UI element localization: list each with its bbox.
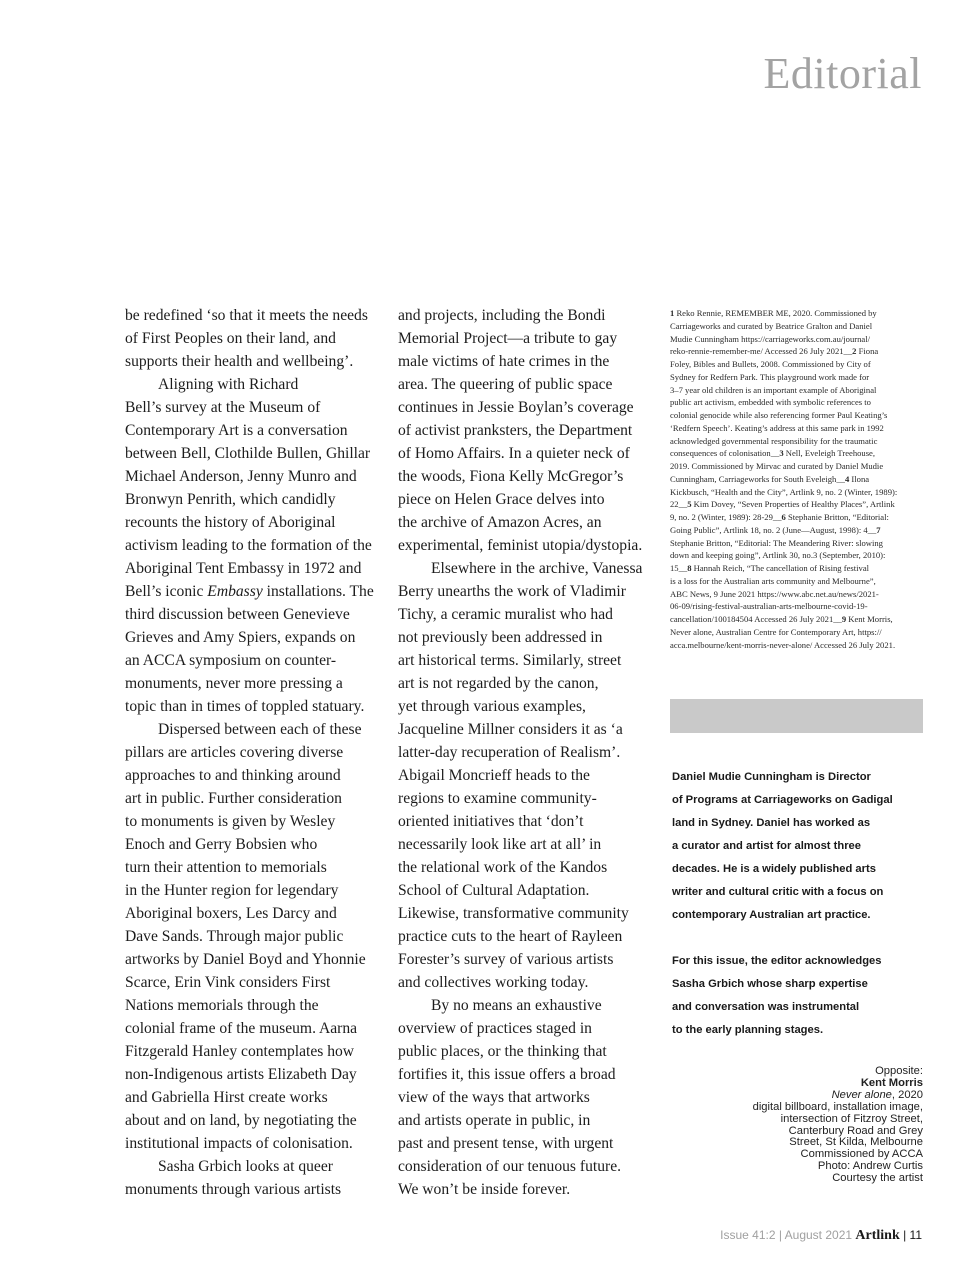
- paragraph-gap: [672, 927, 928, 950]
- text-segment: Kim Dovey, “Seven Properties of Healthy Places”, Artlink: [691, 499, 895, 510]
- text-line: an ACCA symposium on counter-: [125, 652, 337, 669]
- text-line: the archive of Amazon Acres, an: [398, 514, 602, 531]
- bio-line: contemporary Australian art practice.: [672, 909, 871, 921]
- bio-line: decades. He is a widely published arts: [672, 863, 876, 875]
- text-line: art historical terms. Similarly, street: [398, 652, 622, 669]
- text-line: latter-day recuperation of Realism’.: [398, 744, 621, 761]
- text-line: practice cuts to the heart of Rayleen: [398, 928, 623, 945]
- text-line: past and present tense, with urgent: [398, 1135, 614, 1152]
- text-line: be redefined ‘so that it meets the needs: [125, 307, 368, 324]
- footnote-line: acca.melbourne/kent-morris-never-alone/ Accessed 26 July 2021.: [670, 639, 896, 650]
- text-segment: reko-rennie-remember-me/ Accessed 26 July 2021__: [670, 346, 853, 357]
- text-line: the relational work of the Kandos: [398, 859, 608, 876]
- text-segment: Nell, Eveleigh Treehouse,: [783, 448, 876, 459]
- text-line: turn their attention to memorials: [125, 859, 327, 876]
- text-line: of First Peoples on their land, and: [125, 330, 336, 347]
- text-line: in the Hunter region for legendary: [125, 882, 339, 899]
- text-line: Dispersed between each of these: [158, 721, 362, 738]
- footnote-line: colonial genocide while also referencing former Paul Keating’s: [670, 410, 888, 420]
- text-line: colonial frame of the museum. Aarna: [125, 1020, 358, 1037]
- bio-line: Sasha Grbich whose sharp expertise: [672, 978, 868, 990]
- divider-bar: [670, 699, 923, 733]
- text-line: We won’t be inside forever.: [398, 1181, 571, 1198]
- footnote-number: 9: [841, 614, 847, 624]
- text-line: public places, or the thinking that: [398, 1043, 607, 1060]
- text-line: monuments, never more pressing a: [125, 675, 343, 692]
- text-line: fortifies it, this issue offers a broad: [398, 1066, 616, 1083]
- text-line: Michael Anderson, Jenny Munro and: [125, 468, 357, 485]
- page-number: 11: [909, 1228, 922, 1242]
- footnote-line: 3–7 year old children is an important example of Aboriginal: [670, 384, 877, 395]
- footnotes: [670, 307, 926, 651]
- text-line: activism leading to the formation of the: [125, 537, 372, 554]
- image-caption: [753, 1066, 923, 1185]
- text-segment: Cunningham, Carriageworks for South Eveleigh__: [670, 473, 845, 484]
- text-line: overview of practices staged in: [398, 1020, 592, 1037]
- text-line: between Bell, Clothilde Bullen, Ghillar: [125, 445, 371, 462]
- text-line: Forester’s survey of various artists: [398, 951, 614, 968]
- footnote-line: is a loss for the Australian arts community and Melbourne”,: [670, 575, 876, 586]
- text-segment: installations. The: [262, 583, 374, 600]
- text-line: monuments through various artists: [125, 1181, 342, 1198]
- text-line: Memorial Project—a tribute to gay: [398, 330, 618, 347]
- text-line: third discussion between Genevieve: [125, 606, 350, 623]
- footnote-line: Foley, Bibles and Bullets, 2008. Commissioned by City of: [670, 359, 871, 369]
- text-segment: Reko Rennie, REMEMBER ME, 2020. Commissioned by: [674, 308, 877, 318]
- text-segment: Fiona: [856, 346, 879, 357]
- text-line: Jacqueline Millner considers it as ‘a: [398, 721, 623, 738]
- caption-artist: Kent Morris: [860, 1076, 923, 1089]
- bio-line: Daniel Mudie Cunningham is Director: [672, 771, 871, 783]
- text-line: and artists operate in public, in: [398, 1112, 591, 1129]
- text-line: Elsewhere in the archive, Vanessa: [431, 560, 643, 577]
- bio-line: a curator and artist for almost three: [672, 840, 861, 852]
- footnote-line: [670, 498, 926, 511]
- text-line: continues in Jessie Boylan’s coverage: [398, 399, 634, 416]
- text-line: Abigail Moncrieff heads to the: [398, 767, 590, 784]
- text-line: Tichy, a ceramic muralist who had: [398, 606, 613, 623]
- text-line: area. The queering of public space: [398, 376, 613, 393]
- text-line: Dave Sands. Through major public: [125, 928, 344, 945]
- text-line: Bronwyn Penrith, which candidly: [125, 491, 336, 508]
- footnote-line: [670, 345, 926, 358]
- text-line: view of the ways that artworks: [398, 1089, 590, 1106]
- footnote-line: Sydney for Redfern Park. This playground work made for: [670, 371, 870, 382]
- caption-work-title: Never alone: [831, 1088, 892, 1101]
- text-line: By no means an exhaustive: [431, 997, 602, 1014]
- footnote-line: [670, 447, 926, 460]
- text-segment: Hannah Reich, “The cancellation of Rising festival: [691, 563, 870, 573]
- caption-line: Photo: Andrew Curtis: [817, 1160, 923, 1173]
- text-segment: 15__: [670, 563, 688, 573]
- text-line: about and on land, by negotiating the: [125, 1112, 357, 1129]
- emphasis-text: Embassy: [207, 583, 263, 600]
- caption-work: [753, 1090, 923, 1102]
- footnote-line: [670, 307, 926, 320]
- text-line: institutional impacts of colonisation.: [125, 1135, 353, 1152]
- text-line: not previously been addressed in: [398, 629, 603, 646]
- footnote-line: Mudie Cunningham https://carriageworks.com.au/journal/: [670, 333, 871, 344]
- text-line: and collectives working today.: [398, 974, 589, 991]
- footnote-number: 8: [687, 563, 692, 573]
- text-segment: Bell’s iconic: [125, 583, 208, 600]
- text-line: to monuments is given by Wesley: [125, 813, 336, 830]
- footnote-number: 7: [876, 524, 881, 535]
- text-line: oriented initiatives that ‘don’t: [398, 813, 584, 830]
- text-line: pillars are articles covering diverse: [125, 744, 344, 761]
- footnote-line: public art activism, embedded with symbolic references to: [670, 397, 871, 408]
- footnote-line: [670, 524, 926, 537]
- footnote-line: Kickbusch, “Health and the City”, Artlink 9, no. 2 (Winter, 1989):: [670, 486, 898, 497]
- text-line: of Homo Affairs. In a quieter neck of: [398, 445, 630, 462]
- bio-line: and conversation was instrumental: [672, 1001, 860, 1013]
- bio-line: to the early planning stages.: [672, 1024, 824, 1036]
- text-line: Contemporary Art is a conversation: [125, 422, 348, 439]
- text-line: and Gabriella Hirst create works: [125, 1089, 328, 1106]
- text-line: Nations memorials through the: [125, 997, 319, 1014]
- caption-line: Commissioned by ACCA: [800, 1148, 923, 1161]
- text-line: of activist pranksters, the Department: [398, 422, 633, 439]
- text-line: recounts the history of Aboriginal: [125, 514, 336, 531]
- footnote-line: down and keeping going”, Artlink 30, no.3 (September, 2010):: [670, 550, 886, 561]
- text-line: School of Cultural Adaptation.: [398, 882, 590, 899]
- caption-line: Street, St Kilda, Melbourne: [789, 1136, 923, 1149]
- text-line: piece on Helen Grace delves into: [398, 491, 605, 508]
- text-segment: Kent Morris,: [846, 614, 893, 624]
- page-footer: [720, 1228, 922, 1244]
- footnote-line: ABC News, 9 June 2021 https://www.abc.net.au/news/2021-: [670, 588, 879, 599]
- magazine-brand: Artlink: [855, 1228, 900, 1243]
- footnote-line: [670, 511, 926, 524]
- text-line: consideration of our tenuous future.: [398, 1158, 622, 1175]
- text-line: Sasha Grbich looks at queer: [158, 1158, 333, 1175]
- separator: |: [899, 1228, 910, 1242]
- text-line: and projects, including the Bondi: [398, 307, 606, 324]
- bio-line: land in Sydney. Daniel has worked as: [672, 817, 871, 829]
- text-line: Aligning with Richard: [158, 376, 299, 393]
- issue-date: August 2021: [784, 1228, 853, 1242]
- footnote-number: 2: [852, 346, 857, 357]
- bio-line: For this issue, the editor acknowledges: [672, 955, 882, 967]
- text-line: approaches to and thinking around: [125, 767, 341, 784]
- text-line: regions to examine community-: [398, 790, 597, 807]
- footnote-line: [670, 562, 926, 575]
- footnote-line: Stephanie Britton, “Editorial: The Meandering River: slowing: [670, 537, 883, 548]
- article-column-2: [398, 304, 660, 1201]
- separator: |: [775, 1228, 785, 1242]
- text-segment: Stephanie Britton, “Editorial:: [785, 512, 889, 522]
- caption-line: Canterbury Road and Grey: [788, 1124, 923, 1137]
- footnote-line: Carriageworks and curated by Beatrice Gralton and Daniel: [670, 320, 873, 331]
- bio-line: of Programs at Carriageworks on Gadigal: [672, 794, 893, 806]
- caption-details: [753, 1102, 923, 1185]
- text-segment: 9, no. 2 (Winter, 1989): 28-29__: [670, 512, 782, 522]
- text-segment: consequences of colonisation__: [670, 448, 780, 459]
- text-segment: 22__: [670, 499, 688, 510]
- text-line: Likewise, transformative community: [398, 905, 629, 922]
- caption-work-year: , 2020: [891, 1088, 923, 1101]
- footnote-line: 06-09/rising-festival-australian-arts-melbourne-covid-19-: [670, 601, 868, 612]
- text-line: Aboriginal Tent Embassy in 1972 and: [125, 560, 362, 577]
- caption-line: Courtesy the artist: [832, 1172, 923, 1185]
- text-segment: Ilona: [849, 473, 870, 484]
- text-line: Enoch and Gerry Bobsien who: [125, 836, 318, 853]
- caption-line: digital billboard, installation image,: [752, 1100, 923, 1113]
- text-line: art in public. Further consideration: [125, 790, 342, 807]
- footnote-number: 3: [779, 448, 784, 459]
- article-column-1: [125, 304, 387, 1201]
- text-segment: Going Public”, Artlink 18, no. 2 (June—August, 1998): 4__: [670, 524, 877, 535]
- text-line: topic than in times of toppled statuary.: [125, 698, 365, 715]
- page-title: Editorial: [763, 49, 922, 98]
- footnote-line: ‘Redfern Speech’. Keating’s address at this same park in 1992: [670, 422, 884, 433]
- text-line: non-Indigenous artists Elizabeth Day: [125, 1066, 357, 1083]
- footnote-line: acknowledged governmental responsibility for the traumatic: [670, 435, 878, 446]
- text-line: the woods, Fiona Kelly McGregor’s: [398, 468, 624, 485]
- author-bio: [672, 766, 928, 1042]
- text-line: Grieves and Amy Spiers, expands on: [125, 629, 356, 646]
- caption-line: intersection of Fitzroy Street,: [780, 1112, 923, 1125]
- text-line: Berry unearths the work of Vladimir: [398, 583, 626, 600]
- footnote-line: 2019. Commissioned by Mirvac and curated by Daniel Mudie: [670, 461, 884, 471]
- caption-label: Opposite:: [875, 1065, 923, 1077]
- footnote-line: [670, 473, 926, 486]
- bio-line: writer and cultural critic with a focus on: [672, 886, 884, 898]
- text-line: experimental, feminist utopia/dystopia.: [398, 537, 643, 554]
- footnote-number: 4: [844, 473, 850, 484]
- text-line: Scarce, Erin Vink considers First: [125, 974, 331, 991]
- text-line: Bell’s survey at the Museum of: [125, 399, 321, 416]
- text-line: art is not regarded by the canon,: [398, 675, 599, 692]
- footnote-number: 1: [670, 308, 675, 318]
- footnote-line: Never alone, Australian Centre for Contemporary Art, https://: [670, 626, 882, 637]
- issue-number: Issue 41:2: [720, 1228, 776, 1242]
- text-line: artworks by Daniel Boyd and Yhonnie: [125, 951, 366, 968]
- text-segment: cancellation/100184504 Accessed 26 July 2021__: [670, 614, 842, 624]
- text-line: male victims of hate crimes in the: [398, 353, 610, 370]
- text-line: Fitzgerald Hanley contemplates how: [125, 1043, 355, 1060]
- footnote-number: 6: [781, 512, 786, 522]
- footnote-line: [670, 613, 926, 626]
- text-line: Aboriginal boxers, Les Darcy and: [125, 905, 337, 922]
- footnote-number: 5: [687, 499, 692, 510]
- text-line: [125, 580, 387, 603]
- text-line: yet through various examples,: [398, 698, 586, 715]
- text-line: necessarily look like art at all’ in: [398, 836, 602, 853]
- text-line: supports their health and wellbeing’.: [125, 353, 354, 370]
